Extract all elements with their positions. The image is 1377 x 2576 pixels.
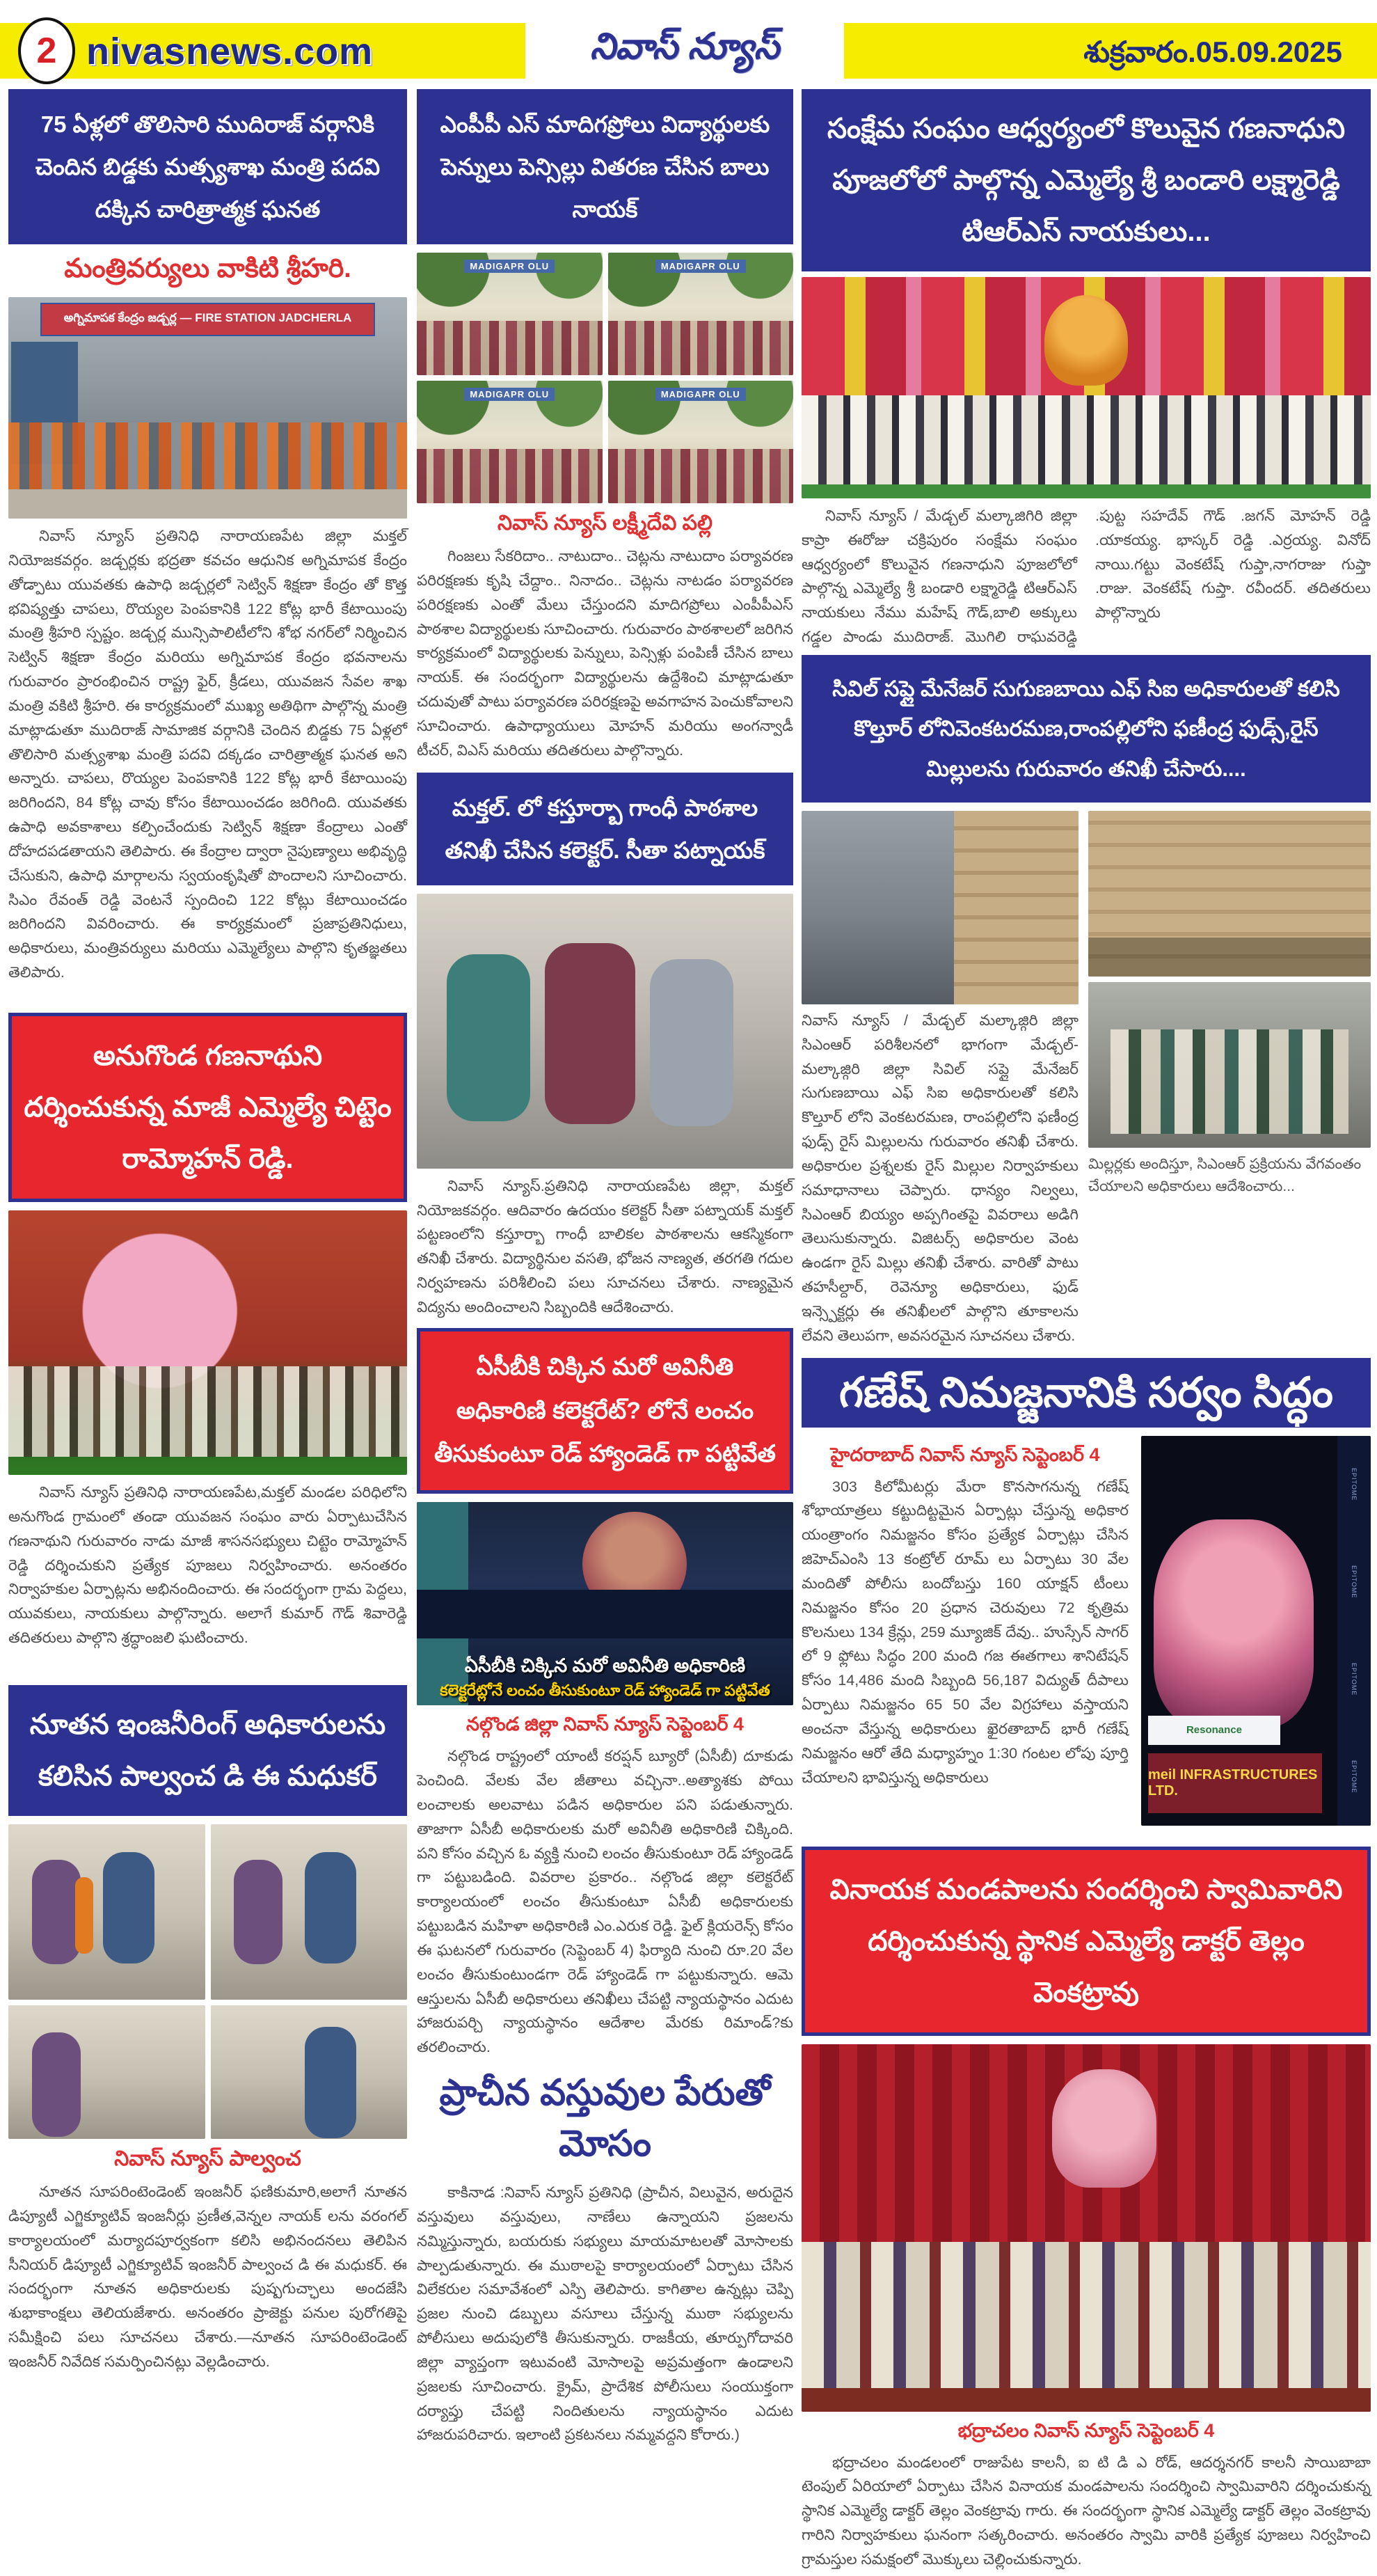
headline-anugonda-ganesh: అనుగొండ గణనాథుని దర్శించుకున్న మాజీ ఎమ్మెల్యే చిట్టెం రామ్మోహన్ రెడ్డి. [8, 1013, 407, 1202]
ganesh-immersion-section [802, 1436, 1371, 1841]
figure-shape [32, 2032, 81, 2137]
headline-collector-inspection: మక్తల్. లో కస్తూర్బా గాంధీ పాఠశాల తనిఖీ చేసిన కలెక్టర్. సీతా పట్నాయక్ [417, 773, 793, 885]
figure-shape [447, 954, 530, 1121]
acb-overlay-text [417, 1652, 793, 1701]
grain-stack-shape [954, 811, 1078, 1004]
officials-shape [1111, 1029, 1348, 1134]
figure-shape [650, 959, 733, 1126]
photo-engineers-office-2 [211, 2005, 408, 2139]
photo-anugonda-ganesh-idol [8, 1210, 407, 1475]
desk-shape [417, 1590, 793, 1638]
column-middle [417, 89, 793, 2477]
headline-antique-fraud: ప్రాచీన వస్తువుల పేరుతో మోసం [439, 2073, 771, 2165]
rice-mill-left-sub [802, 811, 1078, 1352]
photo-rice-mill-inspection [802, 811, 1078, 1004]
ganesh-idol-shape [1052, 2069, 1156, 2188]
headline-sankshema-ganesh-puja: సంక్షేమ సంఘం ఆధ్వర్యంలో కొలువైన గణనాధుని పూజలోలో పాల్గొన్న ఎమ్మెల్యే శ్రీ బండారి లక్ష్మారెడ్డి టిఆర్ఎస్ నాయకులు... [802, 89, 1371, 271]
photo-collector-school-visit [417, 894, 793, 1169]
photo-engineers-greeting-2 [211, 1824, 408, 2000]
epitome-ad-label: EPITOME [1351, 1467, 1358, 1501]
headline-acb-trap: ఏసీబీకి చిక్కిన మరో అవినీతి అధికారిణి కలెక్టరేట్? లోనే లంచం తీసుకుంటూ రెడ్ హ్యాండెడ్ గా పట్టివేత [417, 1328, 793, 1494]
headline-engineers-palvancha: నూతన ఇంజనీరింగ్ అధికారులను కలిసిన పాల్వంచ డి ఈ మధుకర్ [8, 1685, 407, 1816]
figure-shape [234, 1860, 282, 1964]
photo-school-2 [608, 253, 794, 375]
article-body-mla-tellam-visit: భద్రాచలం మండలంలో రాజుపేట కాలనీ, ఐ టి డి ఎ రోడ్, ఆదర్శనగర్ కాలనీ సాయిబాబా టెంపుల్ ఏరియాలో ఏర్పాటు చేసిన వినాయక మండపాలను సందర్శించి స్వామివారిని దర్శించుకున్న స్థానిక ఎమ్మెల్యే డాక్టర్ తెల్లం వెంకట్రావు గారు. ఈ సందర్భంగా స్థానిక ఎమ్మెల్యే డాక్టర్ తెల్లం వెంకట్రావు గారిని నిర్వాహకులు ఘనంగా సత్కరించారు. అనంతరం స్వామి వారికి ప్రత్యేక పూజలు నిర్వహించి గ్రామస్తుల సమక్షంలో మొక్కులు చెల్లించుకున్నారు. [802, 2453, 1371, 2568]
acb-overlay-line1: ఏసీబీకి చిక్కిన మరో అవినీతి అధికారిణి [464, 1655, 746, 1677]
article-body-ganesh-immersion: 303 కిలోమీటర్లు మేరా కొనసాగనున్న గణేష్ శోభాయాత్రలు కట్టుదిట్టమైన ఏర్పాట్లు చేస్తున్న అధికార యంత్రాంగం నిమజ్జనం కోసం ప్రత్యేక ఏర్పాట్లు చేసిన జిహెచ్ఎంసి 13 కంట్రోల్ రూమ్ లు ఏర్పాటు 30 వేల మందితో పోలీసు బందోబస్తు 160 యాక్షన్ టీంలు నిమజ్జనం కోసం 20 ప్రధాన చెరువులు 72 కృత్రిమ కొలనులు 134 క్రేన్లు, 259 మ్యూజిక్ దేవు.. హుస్సేన్ సాగర్ లో 9 ఫ్లోటు సిద్ధం 200 మంది గజ ఈతగాలు శానిటేషన్ కోసం 14,486 మంది సిబ్బంది 56,187 విద్యుత్ దీపాలు ఏర్పాటు నిమజ్జనం 65 50 వేల విగ్రహాలు వస్తాయని అంచనా వేస్తున్న అధికారులు ఖైరతాబాద్ భారీ గణేష్ నిమజ్జనం ఆరో తేది మధ్యాహ్నం 1:30 గంటల లోపు పూర్తి చేయాలని భావిస్తున్న అధికారులు [802, 1478, 1129, 1786]
masthead-panel [525, 23, 844, 79]
garland-shape [75, 1877, 93, 1954]
rice-mill-right-sub [1088, 811, 1371, 1352]
article-body-collector-inspection: నివాస్ న్యూస్.ప్రతినిధి నారాయణపేట జిల్లా, మక్తల్ నియోజకవర్గం. ఆదివారం ఉదయం కలెక్టర్ సీతా పట్నాయక్ మక్తల్ పట్టణంలోని కస్తూర్బా గాంధీ బాలికల పాఠశాలను ఆకస్మికంగా తనిఖీ చేశారు. విద్యార్థినుల వసతి, భోజన నాణ్యత, తరగతి గదుల నిర్వహణను పరిశీలించి పలు సూచనలు చేశారు. నాణ్యమైన విద్యను అందించాలని సిబ్బందికి ఆదేశించారు. [417, 1177, 793, 1315]
crowd-shape [8, 422, 407, 489]
school-wall-label: MADIGAPR OLU [464, 260, 555, 273]
column-left [8, 89, 407, 2378]
school-wall-label: MADIGAPR OLU [464, 388, 555, 401]
photo-engineers-office-1 [8, 2005, 205, 2139]
figure-shape [305, 1852, 356, 1963]
photo-school-1 [417, 253, 603, 375]
photo-mill-officials [1088, 982, 1371, 1148]
masthead-title: నివాస్ న్యూస్ [590, 26, 779, 67]
page-number-badge [18, 17, 75, 84]
visitors-row-shape [802, 2242, 1371, 2388]
students-shape [608, 449, 794, 503]
article-body-engineers: నూతన సూపరింటెండెంట్ ఇంజనీర్ ఫణికుమారి,అలాగే నూతన డిప్యూటీ ఎగ్జిక్యూటివ్ ఇంజనీర్లు ప్రణీత,వెన్నల నాయక్ లను వరంగల్ కార్యాలయంలో మర్యాదపూర్వకంగా కలిసి అభినందనలు తెలిపిన సీనియర్ డిప్యూటీ ఎగ్జిక్యూటివ్ ఇంజనీర్ పాల్వంచ డి ఈ మధుకర్. ఈ సందర్భంగా నూతన అధికారులకు పుష్పగుచ్ఛాలు అందజేసి శుభాకాంక్షలు తెలియజేశారు. అనంతరం ప్రాజెక్టు పనుల పురోగతిపై సమీక్షించి పలు సూచనలు చేశారు.—నూతన సూపరింటెండెంట్ ఇంజనీర్ నివేదిక సమర్పించినట్లు వెల్లడించారు. [8, 2183, 407, 2370]
photo-school-4 [608, 381, 794, 503]
headline-mla-tellam-visit: వినాయక మండపాలను సందర్శించి స్వామివారిని దర్శించుకున్న స్థానిక ఎమ్మెల్యే డాక్టర్ తెల్లం వెంకట్రావు [802, 1847, 1371, 2036]
rice-mill-section [802, 811, 1371, 1352]
caption-cmr-process: మిల్లర్లకు అందిస్తూ, సిఎంఆర్ ప్రక్రియను వేగవంతం చేయాలని అధికారులు ఆదేశించారు... [1088, 1156, 1362, 1194]
students-shape [417, 321, 603, 375]
stage-floor-shape [802, 484, 1371, 498]
devotees-shape [8, 1366, 407, 1457]
caption-lakshmidevipalli: నివాస్ న్యూస్ లక్ష్మీదేవి పల్లి [498, 512, 713, 535]
column-right [802, 89, 1371, 2576]
resonance-ad: Resonance [1148, 1716, 1280, 1745]
page-number: 2 [36, 31, 57, 71]
masthead-bar [0, 23, 1377, 79]
photo-school-3 [417, 381, 603, 503]
students-shape [608, 321, 794, 375]
photo-grid-engineers [8, 1824, 407, 2139]
ganesh-idol-shape [1044, 295, 1128, 386]
article-body-civil-supply: నివాస్ న్యూస్ / మేడ్చల్ మల్కాజ్గిరి జిల్లా సిఎంఆర్ పరిశీలనలో భాగంగా మేడ్చల్-మల్కాజ్గిరి జిల్లా సివిల్ సప్లై మేనేజర్ సుగుణబాయి ఎఫ్ సిఐ అధికారులతో కలిసి కొల్తూర్ లోని వెంకటరమణ, రాంపల్లిలోని ఫణీంద్ర ఫుడ్స్ రైస్ మిల్లులను గురువారం తనిఖీ చేశారు. అధికారుల ప్రశ్నలకు రైస్ మిల్లుల నిర్వాహకులు సమాధానాలు చెప్పారు. ధాన్యం నిల్వలు, సిఎంఆర్ బియ్యం అప్పగింతపై వివరాలు అడిగి తెలుసుకున్నారు. విజిటర్స్ అధికారుల వెంట ఉండగా రైస్ మిల్లు తనిఖీ చేశారు. వారితో పాటు తహసీల్దార్, రెవెన్యూ అధికారులు, ఫుడ్ ఇన్స్పెక్టర్లు ఈ తనిఖీలలో పాల్గొని తూకాలను లేవని తెలుపగా, అవసరమైన సూచనలు చేశారు. [802, 1012, 1078, 1344]
ground-shape [8, 489, 407, 519]
leaders-row-shape [802, 395, 1371, 484]
fire-station-banner: అగ్నిమాపక కేంద్రం జడ్చర్ల — FIRE STATION JADCHERLA [40, 303, 375, 336]
article-body-antique-fraud: కాకినాడ :నివాస్ న్యూస్ ప్రతినిధి (ప్రాచీన, విలువైన, అరుదైన వస్తువులు వస్తువులు, నాణేలు ఉన్నాయని ప్రజలను నమ్మిస్తున్నారు, బయరుకు సభ్యులు మాయమాటలతో మోసాలకు పాల్పడుతున్నారు. ఈ ముఠాలపై కార్యాలయంలో ఏర్పాటు చేసిన విలేకరుల సమావేశంలో ఎస్పి తెలిపారు. కాగితాల ఉన్నట్లు చెప్పి ప్రజల నుంచి డబ్బులు వసూలు చేస్తున్న ముఠా సభ్యులను పోలీసులు అదుపులోకి తీసుకున్నారు. రాజకీయ, తూర్పుగోదావరి జిల్లా వ్యాప్తంగా ఇటువంటి మోసాలపై అప్రమత్తంగా ఉండాలని ప్రజలకు సూచించారు. క్రైమ్, ప్రాదేశిక పోలీసులు సంయుక్తంగా దర్యాప్తు చేపట్టి నిందితులను న్యాయస్థానం ఎదుట హాజరుపరిచారు. ఇలాంటి ప్రకటనలు నమ్మవద్దని కోరారు.) [417, 2184, 793, 2444]
figure-shape [545, 943, 635, 1124]
photo-stage-ganesh-group [802, 277, 1371, 498]
photo-engineers-greeting-1 [8, 1824, 205, 2000]
ganesh-immersion-text-sub [802, 1436, 1129, 1841]
edition-date: శుక్రవారం.05.09.2025 [1083, 35, 1342, 68]
photo-vinayaka-mandapam-visit [802, 2044, 1371, 2412]
dateline-bhadrachalam: భద్రాచలం నివాస్ న్యూస్ సెప్టెంబర్ 4 [957, 2419, 1215, 2441]
epitome-ad-label: EPITOME [1351, 1662, 1358, 1696]
headline-minister-srihari: 75 ఏళ్లలో తొలిసారి ముదిరాజ్ వర్గానికి చెందిన బిడ్డకు మత్స్యశాఖ మంత్రి పదవి దక్కిన చారిత్రాత్మక ఘనత [8, 89, 407, 244]
photo-grain-bags [1088, 811, 1371, 977]
school-wall-label: MADIGAPR OLU [655, 388, 746, 401]
headline-civil-supply-inspection: సివిల్ సప్లై మేనేజర్ సుగుణబాయి ఎఫ్ సిఐ అధికారులతో కలిసి కొల్తూర్ లోనివెంకటరమణ,రాంపల్లిలోని ఫణీంద్ర ఫుడ్స్,రైస్ మిల్లులను గురువారం తనిఖీ చేసారు.... [802, 655, 1371, 803]
figure-shape [103, 1852, 154, 1963]
photo-acb-news-still [417, 1502, 793, 1705]
carpet-shape [802, 2388, 1371, 2412]
site-name: nivasnews.com [86, 31, 374, 72]
acb-overlay-line2: కలెక్టరేట్లోనే లంచం తీసుకుంటూ రెడ్ హ్యాండెడ్ గా పట్టివేత [440, 1681, 770, 1699]
ganesh-idol-shape [1154, 1519, 1314, 1728]
article-body-sankshema-puja: నివాస్ న్యూస్ / మేడ్చల్ మల్కాజిగిరి జిల్లా కాప్రా ఈరోజు చక్రిపురం సంక్షేమ సంఘం ఆధ్వర్యంలో కొలువైన గణనాధుని పూజలోలో పాల్గొన్న ఎమ్మెల్యే శ్రీ బండారి లక్ష్మారెడ్డి టిఆర్ఎస్ నాయకులు నేము మహేష్ గౌడ్,బాలి అక్కులు గడ్డల పాండు ముదిరాజ్. మొగిలి రాఘవరెడ్డి .పుట్ట సహదేవ్ గౌడ్ .జగన్ మోహన్ రెడ్డి .యాకయ్య. భాస్కర్ రెడ్డి .ఎర్రయ్య. వినోద్ నాయి.గట్టు వెంకటేష్ గుప్తా,నాగరాజు గుప్తా .రాజు. వెంకటేష్ గుప్తా. రవీందర్. తదితరులు పాల్గొన్నారు [802, 507, 1371, 646]
headline-ganesh-immersion-ready: గణేష్ నిమజ్జనానికి సర్వం సిద్ధం [802, 1358, 1371, 1428]
article-body-anugonda-ganesh: నివాస్ న్యూస్ ప్రతినిధి నారాయణపేట,మక్తల్ మండల పరిధిలోని అనుగొండ గ్రామంలో తండా యువజన సంఘం వారు ఏర్పాటుచేసిన గణనాథుని గురువారం నాడు మాజీ శాసనసభ్యులు చిట్టెం రామ్మోహన్ రెడ్డి దర్శించుకుని ప్రత్యేక పూజలు నిర్వహించారు. అనంతరం నిర్వాహకుల ఏర్పాట్లను అభినందించారు. ఈ సందర్భంగా గ్రామ పెద్దలు, యువకులు, నాయకులు పాల్గొన్నారు. అలాగే కుమార్ గౌడ్ శివారెడ్డి తదితరులు పాల్గొని శ్రద్ధాంజలి ఘటించారు. [8, 1484, 407, 1647]
figure-shape [32, 1860, 81, 1964]
subhead-minister-srihari: మంత్రివర్యులు వాకిటి శ్రీహరి. [64, 254, 351, 284]
article-body-school-pens: గింజలు సేకరిదాం.. నాటుదాం.. చెట్లను నాటుదాం పర్యావరణ పరిరక్షణకు కృషి చేద్దాం.. నినాదం.. చెట్లను నాటడం పర్యావరణ పరిరక్షణకు ఎంతో మేలు చేస్తుందని మాదిగప్రోలు ఎంపీపీఎస్ పాఠశాల విద్యార్థులకు సూచించారు. గురువారం పాఠశాలలో జరిగిన కార్యక్రమంలో విద్యార్థులకు పెన్నులు, పెన్సిళ్లు పంపిణీ చేసిన బాలు నాయక్. ఈ సందర్భంగా విద్యార్థులను ఉద్దేశించి మాట్లాడుతూ చదువుతో పాటు పర్యావరణ పరిరక్షణపై అవగాహన పెంచుకోవాలని సూచించారు. ఉపాధ్యాయులు మోహన్ మరియు అంగన్వాడీ టీచర్, విఎస్ మరియు తదితరులు పాల్గొన్నారు. [417, 548, 793, 759]
headline-school-pens: ఎంపీపీ ఎస్ మాదిగప్రోలు విద్యార్థులకు పెన్నులు పెన్సిల్లు వితరణ చేసిన బాలు నాయక్ [417, 89, 793, 244]
caption-palvancha: నివాస్ న్యూస్ పాల్వంచ [114, 2147, 301, 2171]
dateline-hyderabad: హైదరాబాద్ నివాస్ న్యూస్ సెప్టెంబర్ 4 [830, 1444, 1100, 1465]
school-wall-label: MADIGAPR OLU [655, 260, 746, 273]
shadow-shape [1088, 938, 1371, 977]
students-shape [417, 449, 603, 503]
photo-fire-station-inauguration [8, 297, 407, 519]
photo-collage-school [417, 253, 793, 503]
photo-khairatabad-ganesh-night [1141, 1436, 1371, 1826]
epitome-ad-strip [1337, 1436, 1371, 1826]
epitome-ad-label: EPITOME [1351, 1760, 1358, 1794]
dateline-nalgonda: నల్గొండ జిల్లా నివాస్ న్యూస్ సెప్టెంబర్ 4 [466, 1714, 744, 1735]
epitome-ad-label: EPITOME [1351, 1565, 1358, 1599]
figure-shape [305, 2027, 356, 2138]
meil-ad: meil INFRASTRUCTURES LTD. [1148, 1753, 1322, 1813]
article-body-minister-srihari: నివాస్ న్యూస్ ప్రతినిధి నారాయణపేట జిల్లా మక్తల్ నియోజకవర్గం. జడ్చర్లకు భద్రతా కవచం ఆధునిక అగ్నిమాపక కేంద్రం తోడ్పాటు యువతకు ఉపాధి జడ్చర్లలో సెట్విన్ శిక్షణా కేంద్రం తో కొత్త భవిష్యత్తు చాపలు, రొయ్యల పెంపకానికి 122 కోట్ల భారీ కేటాయింపు మంత్రి శ్రీహరి స్పష్టం. జడ్చర్ల మున్సిపాలిటీలోని శోభ నగర్‌లో నిర్మించిన సెట్విన్ శిక్షణా కేంద్రం మరియు అగ్నిమాపక కేంద్రం భవనాలను గురువారం ప్రారంభించిన రాష్ట్ర ఫైర్, క్రీడలు, యువజన సేవల శాఖ మంత్రి వకిటి శ్రీహరి. ఈ కార్యక్రమంలో ముఖ్య అతిథిగా పాల్గొన్న మంత్రి మాట్లాడుతూ ముదిరాజ్ సామాజిక వర్గానికి చెందిన బిడ్డకు 75 ఏళ్లలో తొలిసారి మత్స్యశాఖ మంత్రి పదవి దక్కడం చారిత్రాత్మక ఘనత అని అన్నారు. చాపలు, రొయ్యల పెంపకానికి 122 కోట్ల భారీ కేటాయింపు జరిగిందని, 84 కోట్ల చావు కోసం కేటాయించడం జరిగింది. యువతకు ఉపాధి అవకాశాలు కల్పించేందుకు సెట్విన్ శిక్షణా కేంద్రాలు ఎంతో దోహదపడతాయని తెలిపారు. ఈ కేంద్రాల ద్వారా నైపుణ్యాలు అభివృద్ధి చేసుకుని, ఉపాధి మార్గాలను స్వయంకృషితో పొందాలని సూచించారు. సిఎం రేవంత్ రెడ్డి వెంటనే స్పందించి 122 కోట్లు కేటాయించడం జరిగిందని వివరించారు. ఈ కార్యక్రమంలో ప్రజాప్రతినిధులు, అధికారులు, మంత్రివర్యులు మరియు ఎమ్మెల్యేలు పాల్గొని కృతజ్ఞతలు తెలిపారు. [8, 528, 407, 981]
article-body-acb-trap: నల్గొండ రాష్ట్రంలో యాంటీ కరప్షన్ బ్యూరో (ఏసీబీ) దూకుడు పెంచింది. వేలకు వేల జీతాలు వచ్చినా..అత్యాశకు పోయి లంచాలకు అలవాటు పడిన అధికారుల పని పడుతున్నారు. తాజాగా ఏసీబీ అధికారులకు మరో అవినీతి అధికారిణి చిక్కింది. పని కోసం వచ్చిన ఓ వ్యక్తి నుంచి లంచం తీసుకుంటూ రెడ్ హ్యాండెడ్ గా పట్టుబడింది. వివరాల ప్రకారం.. నల్గొండ జిల్లా కలెక్టరేట్ కార్యాలయంలో లంచం తీసుకుంటూ ఏసీబీ అధికారులకు పట్టుబడిన మహిళా అధికారిణి ఎం.ఎరుక రెడ్డి. ఫైల్ క్లియరెన్స్ కోసం ఈ ఘటనలో గురువారం (సెప్టెంబర్ 4) ఫిర్యాది నుంచి రూ.20 వేల లంచం తీసుకుంటుండగా రెడ్ హ్యాండెడ్ గా పట్టుకున్నారు. ఆమె ఆస్తులను ఏసీబీ అధికారులు తనిఖీలు చేపట్టి న్యాయస్థానం ఎదుట హాజరుపర్చి న్యాయస్థానం ఆదేశాల మేరకు రిమాండ్?కు తరలించారు. [417, 1748, 793, 2056]
